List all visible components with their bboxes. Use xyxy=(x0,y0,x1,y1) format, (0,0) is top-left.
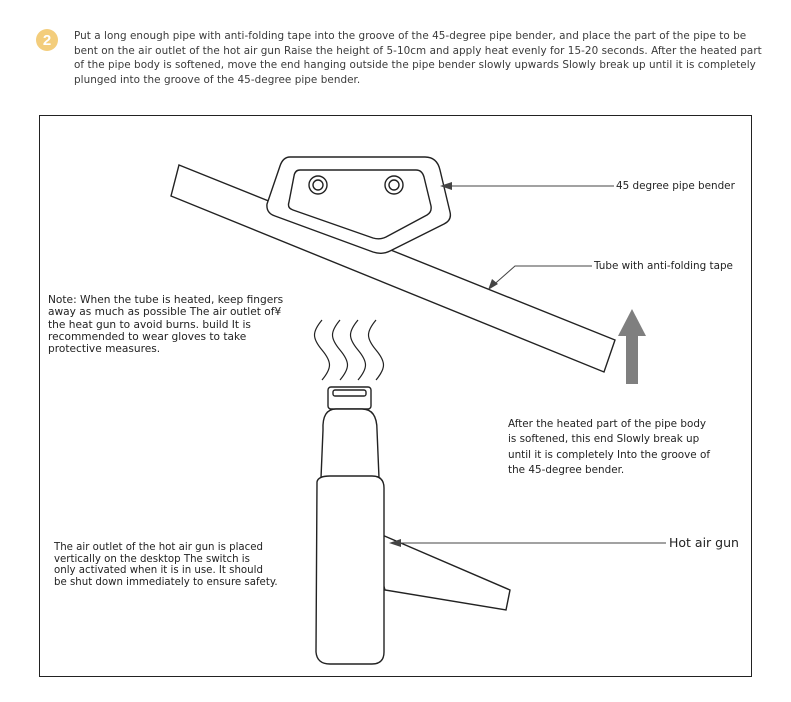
leader-tube xyxy=(488,266,592,290)
leader-bender xyxy=(440,182,614,190)
label-gun: Hot air gun xyxy=(669,535,739,550)
gun-body xyxy=(316,476,384,664)
gun-nozzle-ring xyxy=(333,390,366,396)
note-end: After the heated part of the pipe body is softened, this end Slowly break up until it is completely Into the groove of the 45-degree bender. xyxy=(508,418,711,477)
label-tube: Tube with anti-folding tape xyxy=(594,260,733,272)
heat-waves xyxy=(315,320,384,380)
label-bender: 45 degree pipe bender xyxy=(616,180,735,192)
gun-handle xyxy=(366,528,510,610)
step-number-badge: 2 xyxy=(36,29,58,51)
leader-gun xyxy=(389,539,666,547)
gun-nozzle xyxy=(321,409,379,478)
bender-hole-right-inner xyxy=(389,180,399,190)
bender-hole-left-inner xyxy=(313,180,323,190)
hot-air-gun xyxy=(316,387,510,664)
step-instructions: Put a long enough pipe with anti-folding tape into the groove of the 45-degree pipe bender, and place the part of the pipe to be bent on the air outlet of the hot air gun Raise the height of 5-10cm and apply heat evenly for 15-20 seconds. After the heated part of the pipe body is softened, move the end hanging outside the pipe bender slowly upwards Slowly break up until it is completely plunged into the groove of the 45-degree pipe bender. xyxy=(74,30,762,86)
upward-arrow xyxy=(618,309,646,384)
note-outlet: The air outlet of the hot air gun is placed vertically on the desktop The switch is only activated when it is in use. It should be shut down immediately to ensure safety. xyxy=(54,542,278,588)
note-fingers: Note: When the tube is heated, keep fingers away as much as possible The air outlet of¥ the heat gun to avoid burns. build It is recommended to wear gloves to take protective measures. xyxy=(48,294,284,356)
